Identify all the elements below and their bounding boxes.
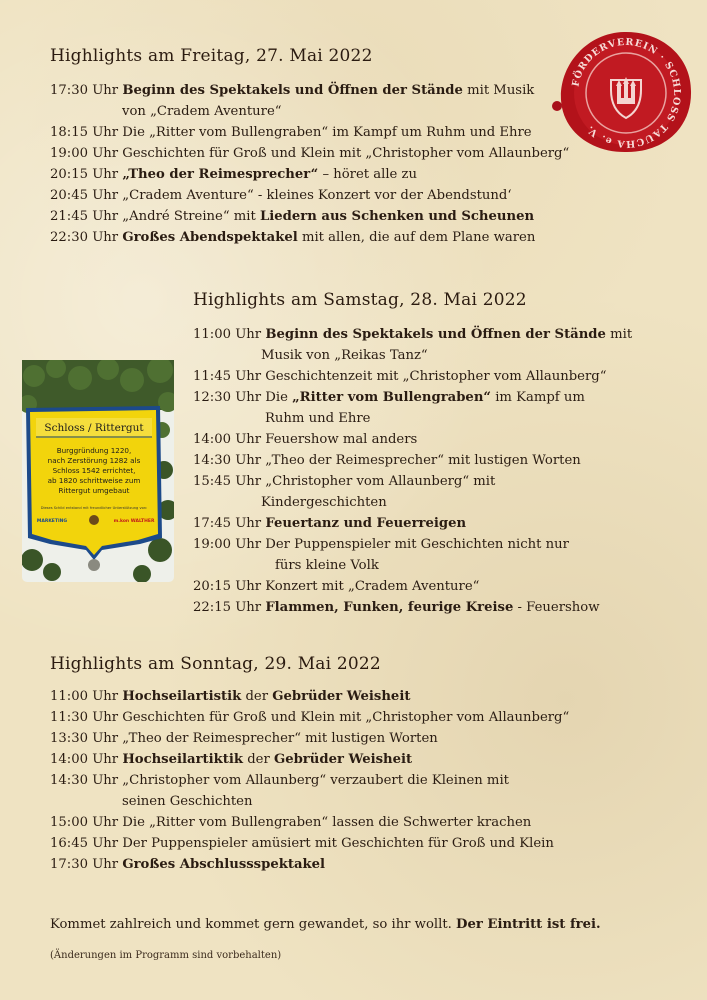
schedule-continuation: seinen Geschichten <box>122 794 253 809</box>
schedule-text: Feuershow mal anders <box>261 432 418 447</box>
schedule-text: mit <box>605 327 633 342</box>
schedule-item <box>193 576 632 597</box>
schedule-item <box>50 707 569 728</box>
schedule-time: 20:45 Uhr <box>50 188 119 203</box>
schedule-time: 19:00 Uhr <box>193 537 262 552</box>
schedule-item <box>50 686 569 707</box>
sign-text-line: Burggründung 1220, <box>56 446 132 455</box>
schedule-highlight: Großes Abendspektakel <box>122 230 298 245</box>
schedule-text: Der Puppenspieler mit Geschichten nicht nur <box>261 537 569 552</box>
schedule-item <box>50 854 569 875</box>
schedule-text: mit allen, die auf dem Plane waren <box>297 230 536 245</box>
schedule-continuation: Ruhm und Ehre <box>265 411 371 426</box>
saturday-heading: Highlights am Samstag, 28. Mai 2022 <box>193 290 527 310</box>
schedule-time: 14:30 Uhr <box>50 773 119 788</box>
schedule-text: „André Streine“ mit <box>118 209 260 224</box>
schedule-text: Konzert mit „Cradem Aventure“ <box>261 579 480 594</box>
schedule-time: 22:30 Uhr <box>50 230 119 245</box>
schedule-line <box>50 146 569 161</box>
schedule-highlight: „Theo der Reimesprecher“ <box>122 167 319 182</box>
schedule-line <box>193 579 479 594</box>
schedule-item <box>193 597 632 618</box>
schedule-time: 12:30 Uhr <box>193 390 262 405</box>
schedule-item <box>193 387 632 429</box>
friday-heading: Highlights am Freitag, 27. Mai 2022 <box>50 46 373 66</box>
schedule-text: Die „Ritter vom Bullengraben“ im Kampf um Ruhm und Ehre <box>118 125 532 140</box>
schedule-highlight: Liedern aus Schenken und Scheunen <box>260 209 535 224</box>
schedule-line <box>50 752 412 767</box>
schedule-time: 11:00 Uhr <box>50 689 119 704</box>
schedule-text: mit Musik <box>462 83 535 98</box>
schedule-line <box>193 432 417 447</box>
schedule-time: 20:15 Uhr <box>193 579 262 594</box>
schedule-time: 11:00 Uhr <box>193 327 262 342</box>
schedule-item <box>50 185 569 206</box>
schedule-item <box>50 728 569 749</box>
schedule-item <box>193 513 632 534</box>
sign-text-line: nach Zerstörung 1282 als <box>47 456 141 465</box>
sign-text-line: ab 1820 schrittweise zum <box>47 476 141 485</box>
schedule-line <box>50 188 512 203</box>
schedule-line <box>50 83 534 98</box>
schedule-line <box>193 369 606 384</box>
wax-seal-logo <box>549 28 699 158</box>
schedule-line <box>50 857 325 872</box>
schedule-text: Geschichtenzeit mit „Christopher vom Allaunberg“ <box>261 369 607 384</box>
schedule-line <box>193 453 581 468</box>
schedule-line <box>50 773 509 788</box>
schedule-item <box>193 471 632 513</box>
schedule-time: 17:45 Uhr <box>193 516 262 531</box>
schedule-continuation: Musik von „Reikas Tanz“ <box>261 348 428 363</box>
schedule-time: 17:30 Uhr <box>50 83 119 98</box>
schedule-text: Die <box>261 390 293 405</box>
schedule-line <box>50 689 410 704</box>
schedule-line <box>193 537 569 552</box>
schedule-time: 16:45 Uhr <box>50 836 119 851</box>
schedule-item <box>50 122 569 143</box>
schedule-line <box>50 209 534 224</box>
sign-text-line: Schloss 1542 errichtet, <box>52 466 136 475</box>
schedule-time: 14:30 Uhr <box>193 453 262 468</box>
schedule-item <box>50 770 569 812</box>
schedule-item <box>50 80 569 122</box>
schedule-text: Geschichten für Groß und Klein mit „Christopher vom Allaunberg“ <box>118 146 570 161</box>
schedule-time: 19:00 Uhr <box>50 146 119 161</box>
schedule-item <box>50 227 569 248</box>
schedule-text: „Christopher vom Allaunberg“ mit <box>261 474 496 489</box>
schedule-text: im Kampf um <box>491 390 585 405</box>
schedule-item <box>50 143 569 164</box>
schedule-line <box>193 390 585 405</box>
schedule-text: Die „Ritter vom Bullengraben“ lassen die Schwerter krachen <box>118 815 532 830</box>
sunday-heading: Highlights am Sonntag, 29. Mai 2022 <box>50 654 381 674</box>
sign-title: Schloss / Rittergut <box>44 422 144 434</box>
schedule-time: 14:00 Uhr <box>193 432 262 447</box>
schedule-time: 11:30 Uhr <box>50 710 119 725</box>
schedule-line <box>193 600 600 615</box>
schedule-time: 22:15 Uhr <box>193 600 262 615</box>
schedule-text: Geschichten für Groß und Klein mit „Christopher vom Allaunberg“ <box>118 710 570 725</box>
schedule-continuation: Kindergeschichten <box>261 495 387 510</box>
schedule-line <box>193 327 632 342</box>
schedule-highlight: Großes Abschlussspektakel <box>122 857 326 872</box>
schedule-highlight: Gebrüder Weisheit <box>273 752 413 767</box>
schedule-highlight: Flammen, Funken, feurige Kreise <box>265 600 514 615</box>
schedule-time: 14:00 Uhr <box>50 752 119 767</box>
schedule-item <box>193 450 632 471</box>
schedule-line <box>50 167 417 182</box>
schedule-highlight: Gebrüder Weisheit <box>272 689 411 704</box>
schedule-line <box>50 125 532 140</box>
footer-invitation <box>50 917 601 932</box>
schedule-text: „Cradem Aventure“ - kleines Konzert vor der Abendstund‘ <box>118 188 512 203</box>
schedule-highlight: „Ritter vom Bullengraben“ <box>292 390 491 405</box>
schedule-text: „Theo der Reimesprecher“ mit lustigen Worten <box>261 453 581 468</box>
schedule-item <box>193 534 632 576</box>
changes-note: (Änderungen im Programm sind vorbehalten) <box>50 950 282 961</box>
schedule-item <box>193 429 632 450</box>
schedule-text: der <box>243 752 274 767</box>
crest-icon <box>89 515 99 525</box>
schedule-highlight: Hochseilartiktik <box>122 752 243 767</box>
schedule-time: 15:00 Uhr <box>50 815 119 830</box>
schedule-item <box>50 812 569 833</box>
schedule-time: 18:15 Uhr <box>50 125 119 140</box>
schedule-continuation: fürs kleine Volk <box>275 558 379 573</box>
free-entry-text: Der Eintritt ist frei. <box>456 917 601 932</box>
schedule-line <box>193 516 466 531</box>
schedule-time: 17:30 Uhr <box>50 857 119 872</box>
sign-logo-right: m.kon WALTHER <box>113 519 155 524</box>
schedule-time: 11:45 Uhr <box>193 369 262 384</box>
schedule-item <box>50 164 569 185</box>
schedule-item <box>193 366 632 387</box>
schedule-text: - Feuershow <box>513 600 600 615</box>
seal-text: FÖRDERVEREIN · SCHLOSS TAUCHA e. V. <box>570 36 683 150</box>
schedule-text: Der Puppenspieler amüsiert mit Geschichten für Groß und Klein <box>118 836 554 851</box>
schedule-item <box>193 324 632 366</box>
schedule-highlight: Beginn des Spektakels und Öffnen der Stände <box>265 327 606 342</box>
saturday-schedule <box>193 324 632 618</box>
schedule-item <box>50 833 569 854</box>
schedule-line <box>50 710 569 725</box>
schedule-item <box>50 206 569 227</box>
schedule-highlight: Feuertanz und Feuerreigen <box>265 516 467 531</box>
schedule-item <box>50 749 569 770</box>
castle-sign-photo <box>22 360 174 582</box>
schedule-text: „Theo der Reimesprecher“ mit lustigen Worten <box>118 731 438 746</box>
schedule-time: 13:30 Uhr <box>50 731 119 746</box>
sign-logo-left: MARKETING <box>36 519 68 524</box>
schedule-line <box>50 815 531 830</box>
schedule-highlight: Beginn des Spektakels und Öffnen der Stände <box>122 83 463 98</box>
friday-schedule <box>50 80 569 248</box>
sign-text-line: Rittergut umgebaut <box>58 486 130 495</box>
schedule-line <box>193 474 495 489</box>
sunday-schedule <box>50 686 569 875</box>
schedule-time: 15:45 Uhr <box>193 474 262 489</box>
schedule-text: „Christopher vom Allaunberg“ verzaubert die Kleinen mit <box>118 773 509 788</box>
schedule-line <box>50 836 554 851</box>
schedule-time: 21:45 Uhr <box>50 209 119 224</box>
schedule-line <box>50 230 535 245</box>
schedule-time: 20:15 Uhr <box>50 167 119 182</box>
schedule-line <box>50 731 438 746</box>
schedule-continuation: von „Cradem Aventure“ <box>122 104 282 119</box>
schedule-highlight: Hochseilartistik <box>122 689 242 704</box>
schedule-text: der <box>241 689 273 704</box>
sign-small-text: Dieses Schild entstand mit freundlicher Unterstützung von: <box>40 506 148 510</box>
schedule-text: – höret alle zu <box>318 167 417 182</box>
footer-text: Kommet zahlreich und kommet gern gewandet, so ihr wollt. <box>50 917 457 932</box>
